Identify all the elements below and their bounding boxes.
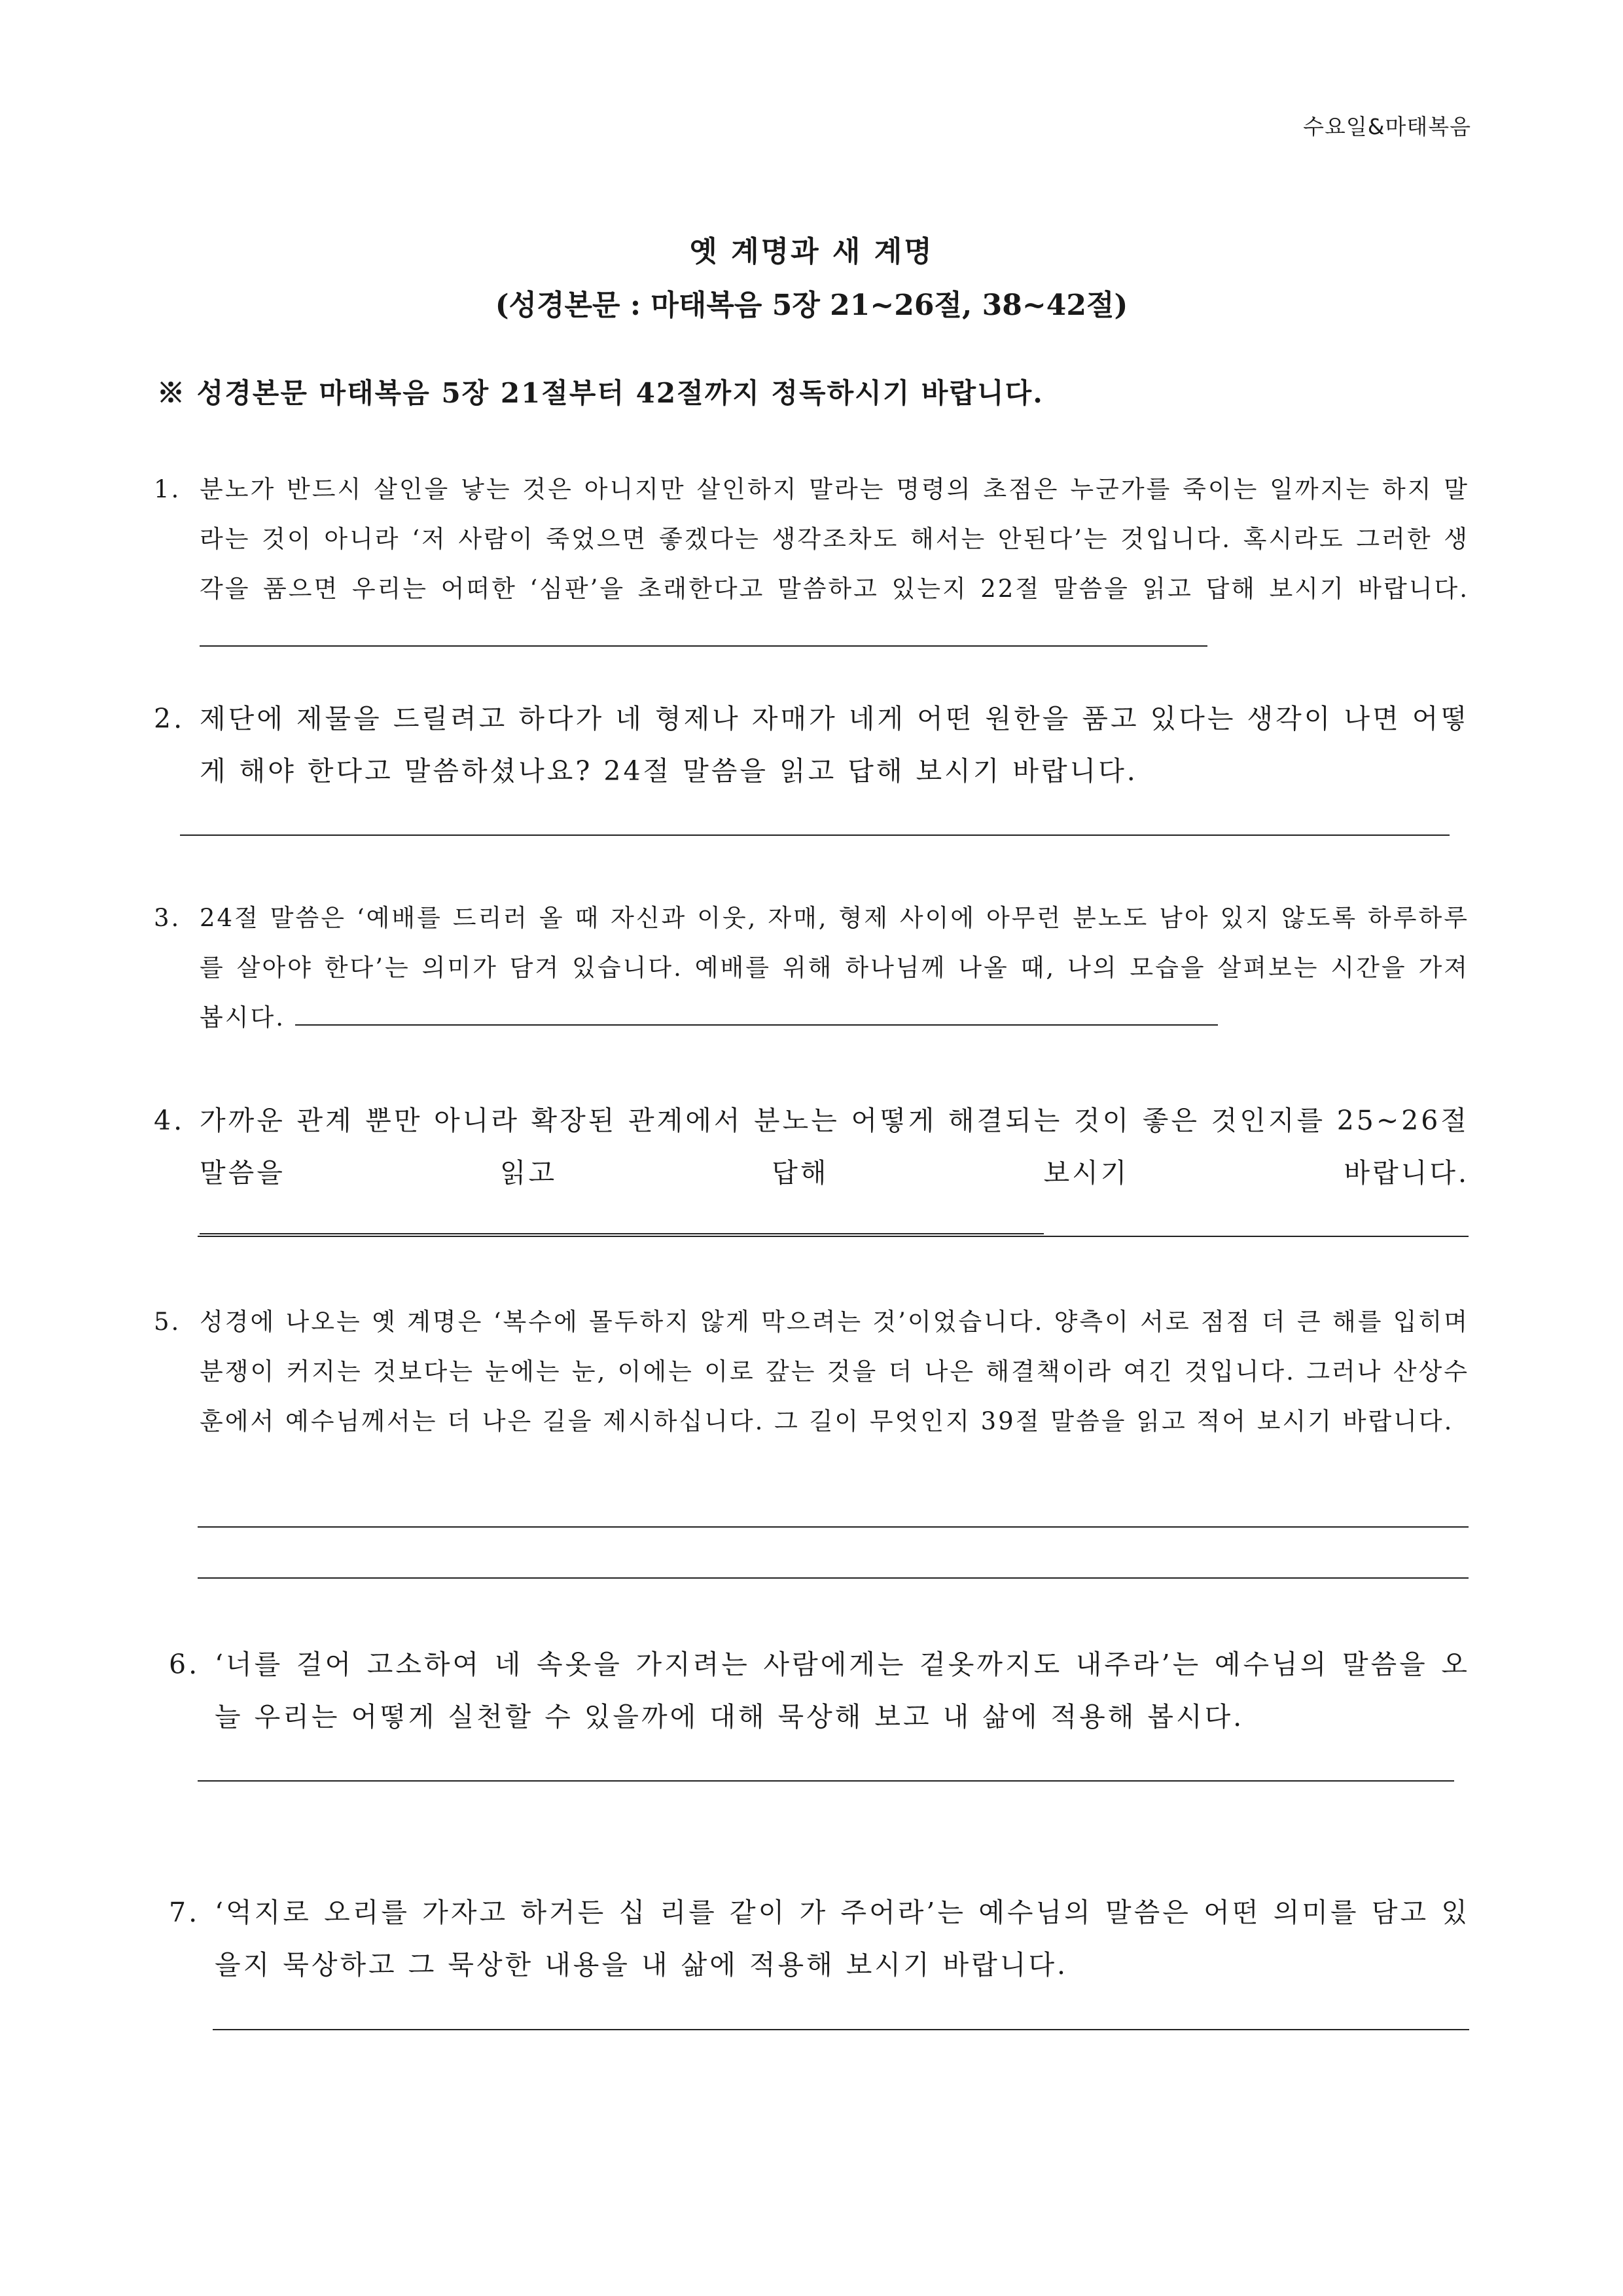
answer-line[interactable]: [198, 1526, 1469, 1528]
question-number: 6.: [169, 1649, 200, 1680]
scripture-reference: (성경본문 : 마태복음 5장 21~26절, 38~42절): [495, 289, 1128, 322]
answer-line[interactable]: [200, 645, 1207, 647]
question-3: [154, 893, 1469, 1043]
question-text: ‘억지로 오리를 가자고 하거든 십 리를 같이 가 주어라’는 예수님의 말씀은 어떤 의미를 담고 있을지 묵상하고 그 묵상한 내용을 내 삶에 적용해 보시기 바랍니다.: [215, 1897, 1470, 1981]
question-text: 성경에 나오는 옛 계명은 ‘복수에 몰두하지 않게 막으려는 것’이었습니다. 양측이 서로 점점 더 큰 해를 입히며 분쟁이 커지는 것보다는 눈에는 눈, 이에는 이로 갚는 것을 더 나은 해결책이라 여긴 것입니다. 그러나 산상수훈에서 예수님께서는 더 나은 길을 제시하십니다. 그 길이 무엇인지 39절 말씀을 읽고 적어 보시기 바랍니다.: [200, 1308, 1469, 1435]
question-1: [154, 465, 1469, 664]
question-number: 3.: [154, 904, 181, 932]
question-2: [154, 692, 1469, 797]
question-4: [154, 1094, 1469, 1251]
answer-line[interactable]: [198, 1236, 1469, 1237]
question-number: 2.: [154, 703, 185, 734]
question-text: 24절 말씀은 ‘예배를 드리러 올 때 자신과 이웃, 자매, 형제 사이에 아무런 분노도 남아 있지 않도록 하루하루를 살아야 한다’는 의미가 담겨 있습니다. 예배를 위해 하나님께 나올 때, 나의 모습을 살펴보는 시간을 가져 봅시다.: [200, 904, 1469, 1031]
answer-line[interactable]: [295, 1024, 1218, 1026]
question-number: 5.: [154, 1308, 181, 1336]
answer-line[interactable]: [198, 1577, 1469, 1579]
reading-notice: ※ 성경본문 마태복음 5장 21절부터 42절까지 정독하시기 바랍니다.: [157, 377, 1044, 409]
header-label: 수요일&마태복음: [1303, 114, 1471, 139]
question-7: [169, 1886, 1470, 1991]
question-number: 4.: [154, 1105, 185, 1136]
question-text: 분노가 반드시 살인을 낳는 것은 아니지만 살인하지 말라는 명령의 초점은 누군가를 죽이는 일까지는 하지 말라는 것이 아니라 ‘저 사람이 죽었으면 좋겠다는 생각조차도 해서는 안된다’는 것입니다. 혹시라도 그러한 생각을 품으면 우리는 어떠한 ‘심판’을 초래한다고 말씀하고 있는지 22절 말씀을 읽고 답해 보시기 바랍니다.: [200, 475, 1469, 603]
answer-line[interactable]: [213, 2029, 1469, 2030]
question-number: 7.: [169, 1897, 200, 1928]
question-text: 가까운 관계 뿐만 아니라 확장된 관계에서 분노는 어떻게 해결되는 것이 좋은 것인지를 25~26절 말씀을 읽고 답해 보시기 바랍니다.: [200, 1105, 1469, 1189]
question-text: 제단에 제물을 드릴려고 하다가 네 형제나 자매가 네게 어떤 원한을 품고 있다는 생각이 나면 어떻게 해야 한다고 말씀하셨나요? 24절 말씀을 읽고 답해 보시기 바랍니다.: [200, 703, 1469, 787]
answer-line[interactable]: [180, 834, 1450, 836]
question-number: 1.: [154, 475, 181, 503]
question-5: [154, 1297, 1469, 1446]
answer-line[interactable]: [200, 1232, 1044, 1234]
question-6: [169, 1638, 1470, 1743]
answer-line[interactable]: [198, 1780, 1454, 1782]
page-title: 옛 계명과 새 계명: [689, 235, 934, 268]
question-text: ‘너를 걸어 고소하여 네 속옷을 가지려는 사람에게는 겉옷까지도 내주라’는 예수님의 말씀을 오늘 우리는 어떻게 실천할 수 있을까에 대해 묵상해 보고 내 삶에 적용해 봅시다.: [215, 1649, 1470, 1732]
